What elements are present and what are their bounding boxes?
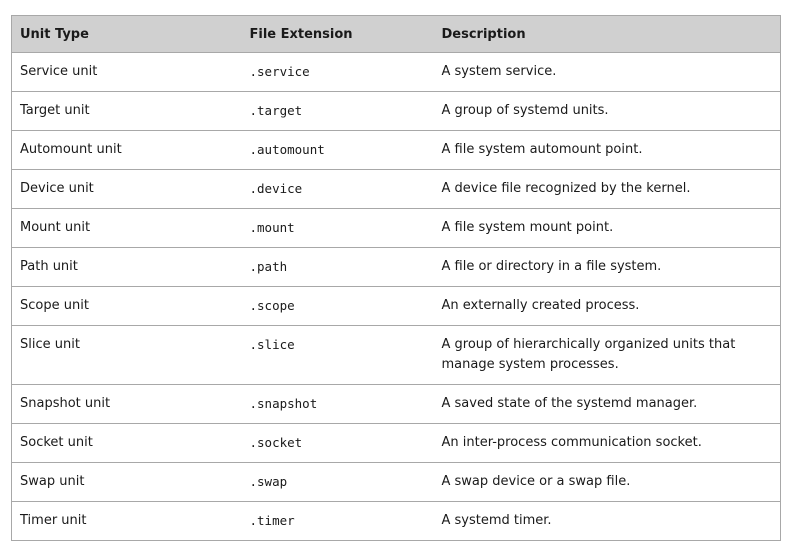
- description-cell: A systemd timer.: [441, 513, 552, 528]
- description-cell: A group of hierarchically organized units that manage system processes.: [434, 326, 781, 385]
- column-header-description: Description: [434, 16, 781, 53]
- description-cell: An externally created process.: [434, 287, 781, 326]
- unit-type-cell: Automount unit: [12, 131, 242, 170]
- file-extension-cell: .swap: [242, 463, 434, 502]
- unit-type-cell: Socket unit: [12, 424, 242, 463]
- file-extension-cell: .socket: [242, 424, 434, 463]
- unit-type-cell: Device unit: [12, 170, 242, 209]
- file-extension-cell: .slice: [242, 326, 434, 385]
- file-extension-cell: .scope: [242, 287, 434, 326]
- table-row: [12, 287, 781, 326]
- table-row: [12, 502, 781, 541]
- description-cell: An inter-process communication socket.: [434, 424, 781, 463]
- description-cell: A file system mount point.: [434, 209, 781, 248]
- file-extension-cell: .device: [242, 170, 434, 209]
- description-cell: A device file recognized by the kernel.: [434, 170, 781, 209]
- table-row: [12, 53, 781, 92]
- table-row: [12, 248, 781, 287]
- table-row: [12, 131, 781, 170]
- unit-type-cell: Timer unit: [20, 513, 87, 528]
- file-extension-cell: .snapshot: [242, 385, 434, 424]
- file-extension-cell: .timer: [249, 513, 295, 528]
- unit-type-cell: Swap unit: [12, 463, 242, 502]
- table-row: [12, 463, 781, 502]
- table-row: [12, 170, 781, 209]
- table-row: [12, 209, 781, 248]
- file-extension-cell: .mount: [242, 209, 434, 248]
- file-extension-cell: .target: [242, 92, 434, 131]
- file-extension-cell: .automount: [242, 131, 434, 170]
- unit-type-cell: Mount unit: [12, 209, 242, 248]
- table-header-row: [12, 16, 781, 53]
- unit-types-table: [11, 15, 781, 541]
- description-cell: A file or directory in a file system.: [434, 248, 781, 287]
- description-cell: A swap device or a swap file.: [434, 463, 781, 502]
- unit-types-table-container: [11, 15, 780, 541]
- unit-type-cell: Scope unit: [12, 287, 242, 326]
- file-extension-cell: .path: [242, 248, 434, 287]
- description-cell: A system service.: [434, 53, 781, 92]
- file-extension-cell: .service: [242, 53, 434, 92]
- table-row: [12, 424, 781, 463]
- unit-type-cell: Target unit: [12, 92, 242, 131]
- column-header-file-extension: File Extension: [242, 16, 434, 53]
- description-cell: A file system automount point.: [434, 131, 781, 170]
- unit-type-cell: Service unit: [12, 53, 242, 92]
- description-cell: A saved state of the systemd manager.: [434, 385, 781, 424]
- table-row: [12, 92, 781, 131]
- unit-type-cell: Slice unit: [12, 326, 242, 385]
- table-row: [12, 326, 781, 385]
- unit-type-cell: Path unit: [12, 248, 242, 287]
- unit-type-cell: Snapshot unit: [12, 385, 242, 424]
- table-row: [12, 385, 781, 424]
- description-cell: A group of systemd units.: [434, 92, 781, 131]
- column-header-unit-type: Unit Type: [12, 16, 242, 53]
